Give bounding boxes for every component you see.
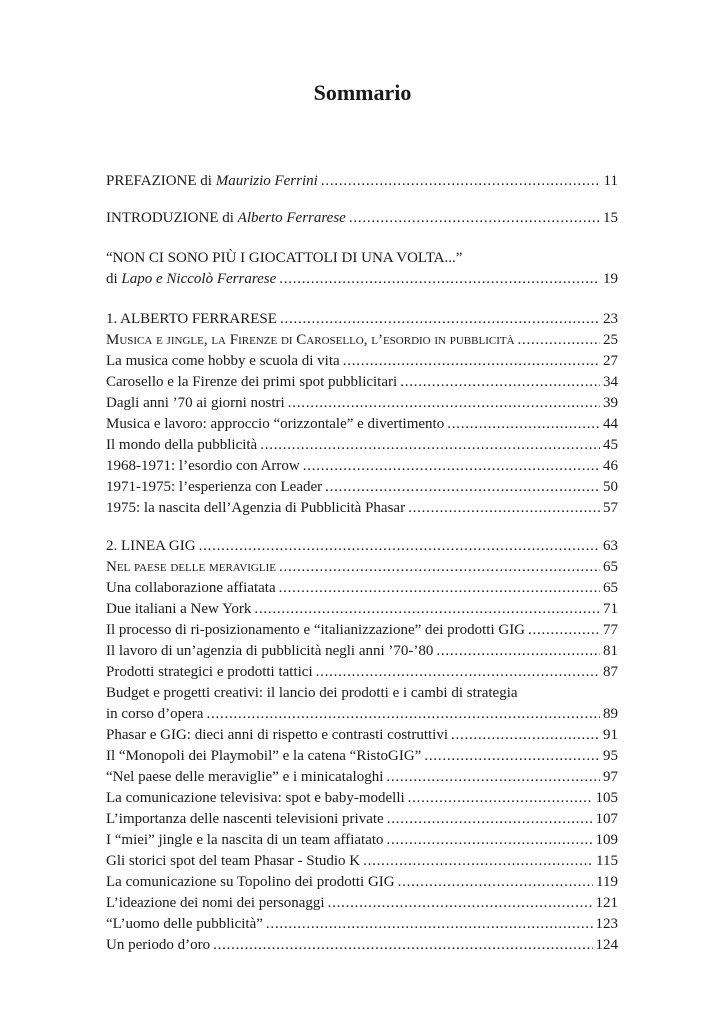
page-number: 81 xyxy=(603,643,618,659)
toc-entry-introduzione[interactable]: INTRODUZIONE di Alberto Ferrarese . . . 15 xyxy=(106,207,618,229)
page-number: 46 xyxy=(603,458,618,474)
page-number: 50 xyxy=(603,479,618,495)
page-number: 89 xyxy=(603,706,618,722)
toc-entry[interactable]: 1968-1971: l’esordio con Arrow . . . 46 xyxy=(106,455,618,477)
toc-entry[interactable]: Prodotti strategici e prodotti tattici . . . 87 xyxy=(106,661,618,683)
dot-leader xyxy=(260,434,600,456)
page-number: 25 xyxy=(603,332,618,348)
dot-leader xyxy=(254,598,600,620)
page-number: 109 xyxy=(595,832,618,848)
page-number: 115 xyxy=(596,853,618,869)
page-number: 44 xyxy=(603,416,618,432)
toc-entry[interactable]: Musica e lavoro: approccio “orizzontale” e divertimento . . . 44 xyxy=(106,413,618,435)
toc-entry[interactable]: Il “Monopoli dei Playmobil” e la catena “RistoGIG” . . . 95 xyxy=(106,745,618,767)
dot-leader xyxy=(316,661,600,683)
dot-leader xyxy=(408,787,593,809)
toc-entry-budget[interactable]: in corso d’opera . . . 89 xyxy=(106,703,618,725)
toc-entry-chapter-2[interactable]: 2. LINEA GIG . . . 63 xyxy=(106,535,618,557)
page-number: 63 xyxy=(603,538,618,554)
dot-leader xyxy=(279,268,600,290)
toc-entry-giocattoli[interactable]: di Lapo e Niccolò Ferrarese . . . 19 xyxy=(106,268,618,290)
page-number: 95 xyxy=(603,748,618,764)
page-number: 23 xyxy=(603,311,618,327)
dot-leader xyxy=(280,308,600,330)
toc-entry[interactable]: Il lavoro di un’agenzia di pubblicità negli anni ’70-’80 . . . 81 xyxy=(106,640,618,662)
toc-entry-giocattoli-line1: “NON CI SONO PIÙ I GIOCATTOLI DI UNA VOLTA...” xyxy=(106,250,463,266)
page-number: 65 xyxy=(603,580,618,596)
page-number: 39 xyxy=(603,395,618,411)
page-number: 27 xyxy=(603,353,618,369)
dot-leader xyxy=(325,476,600,498)
toc-entry-section[interactable]: Musica e jingle, la Firenze di Carosello, l’esordio in pubblicità . . . 25 xyxy=(106,329,618,351)
page-number: 105 xyxy=(595,790,618,806)
page-number: 11 xyxy=(603,173,618,189)
dot-leader xyxy=(386,766,600,788)
dot-leader xyxy=(328,892,593,914)
page-number: 65 xyxy=(603,559,618,575)
dot-leader xyxy=(266,913,593,935)
dot-leader xyxy=(387,808,593,830)
dot-leader xyxy=(199,535,600,557)
dot-leader xyxy=(349,207,600,229)
toc-entry-section[interactable]: Nel paese delle meraviglie . . . 65 xyxy=(106,556,618,578)
toc-entry[interactable]: “Nel paese delle meraviglie” e i minicataloghi . . . 97 xyxy=(106,766,618,788)
dot-leader xyxy=(408,497,600,519)
toc-entry[interactable]: “L’uomo delle pubblicità” . . . 123 xyxy=(106,913,618,935)
toc-entry[interactable]: La comunicazione televisiva: spot e baby-modelli . . . 105 xyxy=(106,787,618,809)
page-number: 97 xyxy=(603,769,618,785)
page-number: 19 xyxy=(603,271,618,287)
dot-leader xyxy=(398,871,593,893)
toc-entry[interactable]: 1975: la nascita dell’Agenzia di Pubblicità Phasar . . . 57 xyxy=(106,497,618,519)
page-number: 34 xyxy=(603,374,618,390)
toc-entry[interactable]: 1971-1975: l’esperienza con Leader . . . 50 xyxy=(106,476,618,498)
toc-entry[interactable]: Carosello e la Firenze dei primi spot pubblicitari . . . 34 xyxy=(106,371,618,393)
dot-leader xyxy=(206,703,600,725)
page-number: 87 xyxy=(603,664,618,680)
toc-entry[interactable]: Una collaborazione affiatata . . . 65 xyxy=(106,577,618,599)
page-number: 107 xyxy=(595,811,618,827)
toc-entry[interactable]: I “miei” jingle e la nascita di un team affiatato . . . 109 xyxy=(106,829,618,851)
toc-entry[interactable]: Il mondo della pubblicità . . . 45 xyxy=(106,434,618,456)
toc-entry[interactable]: Un periodo d’oro . . . 124 xyxy=(106,934,618,956)
toc-entry[interactable]: Gli storici spot del team Phasar - Studio K . . . 115 xyxy=(106,850,618,872)
toc-entry[interactable]: L’ideazione dei nomi dei personaggi . . . 121 xyxy=(106,892,618,914)
dot-leader xyxy=(387,829,593,851)
dot-leader xyxy=(424,745,600,767)
page-number: 124 xyxy=(595,937,618,953)
toc-entry-prefazione[interactable]: PREFAZIONE di Maurizio Ferrini . . . 11 xyxy=(106,170,618,192)
dot-leader xyxy=(321,170,601,192)
page-number: 123 xyxy=(595,916,618,932)
toc-entry[interactable]: Phasar e GIG: dieci anni di rispetto e contrasti costruttivi . . . 91 xyxy=(106,724,618,746)
page-number: 77 xyxy=(603,622,618,638)
dot-leader xyxy=(400,371,600,393)
toc-entry[interactable]: La musica come hobby e scuola di vita . . . 27 xyxy=(106,350,618,372)
toc-entry[interactable]: L’importanza delle nascenti televisioni private . . . 107 xyxy=(106,808,618,830)
dot-leader xyxy=(528,619,600,641)
dot-leader xyxy=(447,413,600,435)
dot-leader xyxy=(518,329,600,351)
page-number: 119 xyxy=(596,874,618,890)
dot-leader xyxy=(213,934,592,956)
dot-leader xyxy=(343,350,600,372)
dot-leader xyxy=(451,724,600,746)
page-number: 45 xyxy=(603,437,618,453)
toc-entry[interactable]: Il processo di ri-posizionamento e “italianizzazione” dei prodotti GIG . . . 77 xyxy=(106,619,618,641)
page-number: 91 xyxy=(603,727,618,743)
dot-leader xyxy=(288,392,600,414)
page-number: 15 xyxy=(603,210,618,226)
dot-leader xyxy=(436,640,600,662)
page-title: Sommario xyxy=(313,80,412,105)
toc-entry[interactable]: Due italiani a New York . . . 71 xyxy=(106,598,618,620)
toc-entry[interactable]: Dagli anni ’70 ai giorni nostri . . . 39 xyxy=(106,392,618,414)
dot-leader xyxy=(279,577,600,599)
page-number: 57 xyxy=(603,500,618,516)
dot-leader xyxy=(303,455,600,477)
toc-entry-chapter-1[interactable]: 1. ALBERTO FERRARESE . . . 23 xyxy=(106,308,618,330)
toc-entry[interactable]: La comunicazione su Topolino dei prodotti GIG . . . 119 xyxy=(106,871,618,893)
dot-leader xyxy=(279,556,600,578)
dot-leader xyxy=(363,850,593,872)
page-number: 121 xyxy=(595,895,618,911)
page-number: 71 xyxy=(603,601,618,617)
toc-entry-budget-line1: Budget e progetti creativi: il lancio dei prodotti e i cambi di strategia xyxy=(106,685,518,701)
